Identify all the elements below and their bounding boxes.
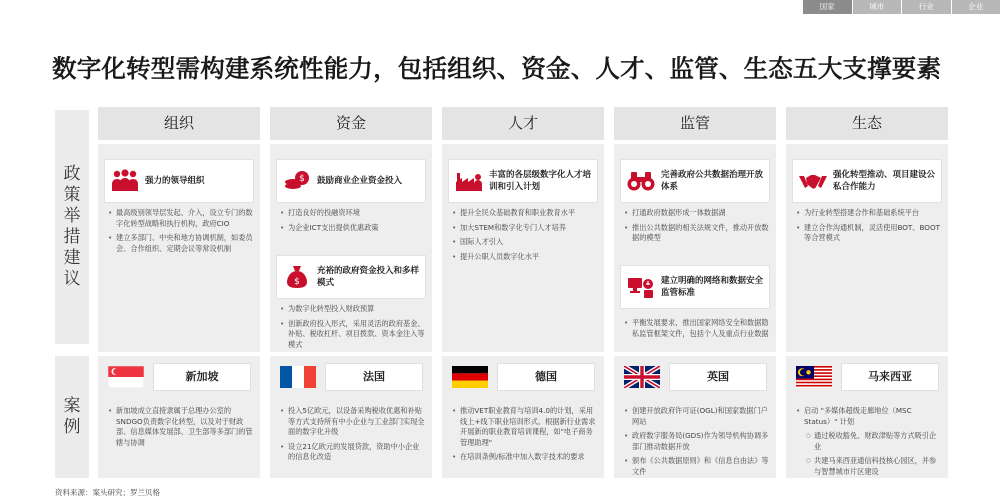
column-header: 组织 (98, 107, 260, 140)
list-item: • 加大STEM和数字化专门人才培养 (452, 223, 598, 234)
policy-panel (98, 144, 260, 352)
list-item: • 打造良好的投融资环境 (280, 208, 426, 219)
factory-icon (455, 167, 483, 195)
policy-card (105, 160, 253, 202)
list-item: • 建立合作沟通机制，灵活使用BOT、BOOT等合营模式 (796, 223, 942, 244)
bullet-list (280, 208, 426, 237)
case-panel (270, 356, 432, 478)
policy-card (277, 256, 425, 298)
country-name: 法国 (326, 364, 422, 390)
list-item: • 推动VET职业教育与培训4.0的计划，采用线上+线下职业培训形式。根据新行业需求开展新的职业教育培训课程，如"电子商务管理助理" (452, 406, 598, 448)
column-header: 生态 (786, 107, 948, 140)
list-item: • 颁布《公共数据原则》和《信息自由法》等文件 (624, 456, 770, 477)
people-icon (111, 167, 139, 195)
card-title: 建立明确的网络和数据安全监管标准 (661, 276, 764, 298)
network-icon (627, 273, 655, 301)
side-label-policy-text: 政策举措建议 (63, 164, 81, 289)
tab-enterprise[interactable]: 企业 (951, 0, 1000, 14)
france-flag-icon (280, 366, 316, 388)
card-title: 丰富的各层级数字化人才培训和引入计划 (489, 170, 592, 192)
card-title: 完善政府公共数据治理开放体系 (661, 170, 764, 192)
column-header: 资金 (270, 107, 432, 140)
list-item: ○ 共建马来西亚通信科技核心园区，并参与智慧城市片区建设 (806, 456, 942, 477)
handshake-icon (799, 167, 827, 195)
policy-panel (270, 144, 432, 352)
germany-flag-icon (452, 366, 488, 388)
list-item: • 建立多部门、中央和地方协调机制，如委员会、合作组织、定期会议等常设机制 (108, 233, 254, 254)
bullet-list (452, 208, 598, 266)
card-title: 充裕的政府资金投入和多样模式 (317, 266, 420, 288)
list-item: • 国际人才引入 (452, 237, 598, 248)
side-label-policy (55, 110, 89, 344)
tab-city[interactable]: 城市 (852, 0, 902, 14)
list-item: • 最高级别领导层发起、介入，设立专门的数字化转型战略和执行机构，政府CIO (108, 208, 254, 229)
tab-industry[interactable]: 行业 (901, 0, 951, 14)
singapore-flag-icon (108, 366, 144, 388)
column-header: 人才 (442, 107, 604, 140)
list-item: • 为企业ICT支出提供优惠政策 (280, 223, 426, 234)
list-item: • 设立21亿欧元的发展贷款，资助中小企业的信息化改造 (280, 442, 426, 463)
money-icon (283, 167, 311, 195)
uk-flag-icon (624, 366, 660, 388)
policy-panel (614, 144, 776, 352)
case-bullet-list (108, 406, 254, 452)
list-item: • 启动 "多媒体超级走廊地位（MSC Status）" 计划 (796, 406, 942, 427)
list-item: • 为数字化转型投入财政预算 (280, 304, 426, 315)
list-item: • 提升全民众基础教育和职业教育水平 (452, 208, 598, 219)
card-title: 强化转型推动、项目建设公私合作能力 (833, 170, 936, 192)
case-bullet-list (280, 406, 426, 467)
case-bullet-list (796, 406, 942, 481)
case-panel (614, 356, 776, 478)
country-name: 马来西亚 (842, 364, 938, 390)
binoculars-icon (627, 167, 655, 195)
page-title: 数字化转型需构建系统性能力，包括组织、资金、人才、监管、生态五大支撑要素 (52, 54, 942, 83)
malaysia-flag-icon (796, 366, 832, 388)
list-item: • 政府数字服务局(GDS)作为领导机构协调多部门推动数据开放 (624, 431, 770, 452)
bullet-list (108, 208, 254, 258)
card-title: 鼓励商业企业资金投入 (317, 176, 403, 186)
column-header: 监管 (614, 107, 776, 140)
country-name: 新加坡 (154, 364, 250, 390)
bullet-list (796, 208, 942, 248)
policy-card (449, 160, 597, 202)
policy-card (621, 160, 769, 202)
list-item: • 创新政府投入形式，采用灵活的政府基金、补贴、税收杠杆、项目拨款、资本金注入等模式 (280, 319, 426, 351)
policy-card (277, 160, 425, 202)
side-label-cases (55, 356, 89, 478)
bullet-list (624, 318, 770, 343)
source-note: 资料来源：案头研究；罗兰贝格 (55, 488, 160, 497)
policy-card (793, 160, 941, 202)
bullet-list (280, 304, 426, 354)
card-title: 强力的领导组织 (145, 176, 205, 186)
country-name: 德国 (498, 364, 594, 390)
side-label-cases-text: 案例 (63, 396, 81, 437)
case-panel (442, 356, 604, 478)
list-item: • 推出公共数据的相关法规文件，推动开放数据的模型 (624, 223, 770, 244)
tab-country[interactable]: 国家 (802, 0, 852, 14)
list-item: • 投入5亿欧元，以设备采购税收优惠和补贴等方式支持所有中小企业与工业部门实现全面的数字化升级 (280, 406, 426, 438)
case-bullet-list (624, 406, 770, 481)
list-item: • 在培训条例/标准中加入数字技术的要求 (452, 452, 598, 463)
list-item: • 提升公职人员数字化水平 (452, 252, 598, 263)
policy-card (621, 266, 769, 308)
money-bag-icon (283, 263, 311, 291)
list-item: • 新加坡成立直接隶属于总理办公室的SNDGO负责数字化转型，以及对于财政部、信息媒体发展部、卫生部等多部门的管辖与协调 (108, 406, 254, 448)
svg-text:$: $ (299, 174, 305, 184)
list-item: • 打通政府数据形成一体数据湖 (624, 208, 770, 219)
policy-panel (442, 144, 604, 352)
case-panel (786, 356, 948, 478)
list-item: • 为行业转型搭建合作和基础系统平台 (796, 208, 942, 219)
case-bullet-list (452, 406, 598, 467)
list-item: • 创建开放政府许可证(OGL)和国家数据门户网站 (624, 406, 770, 427)
top-navigation (802, 0, 1000, 14)
bullet-list (624, 208, 770, 248)
list-item: • 平衡发展要求，推出国家网络安全和数据隐私监管框架文件，包括个人及重点行业数据 (624, 318, 770, 339)
svg-text:$: $ (294, 277, 300, 287)
list-item: ○ 通过税收豁免、财政津贴等方式吸引企业 (806, 431, 942, 452)
case-panel (98, 356, 260, 478)
policy-panel (786, 144, 948, 352)
country-name: 英国 (670, 364, 766, 390)
